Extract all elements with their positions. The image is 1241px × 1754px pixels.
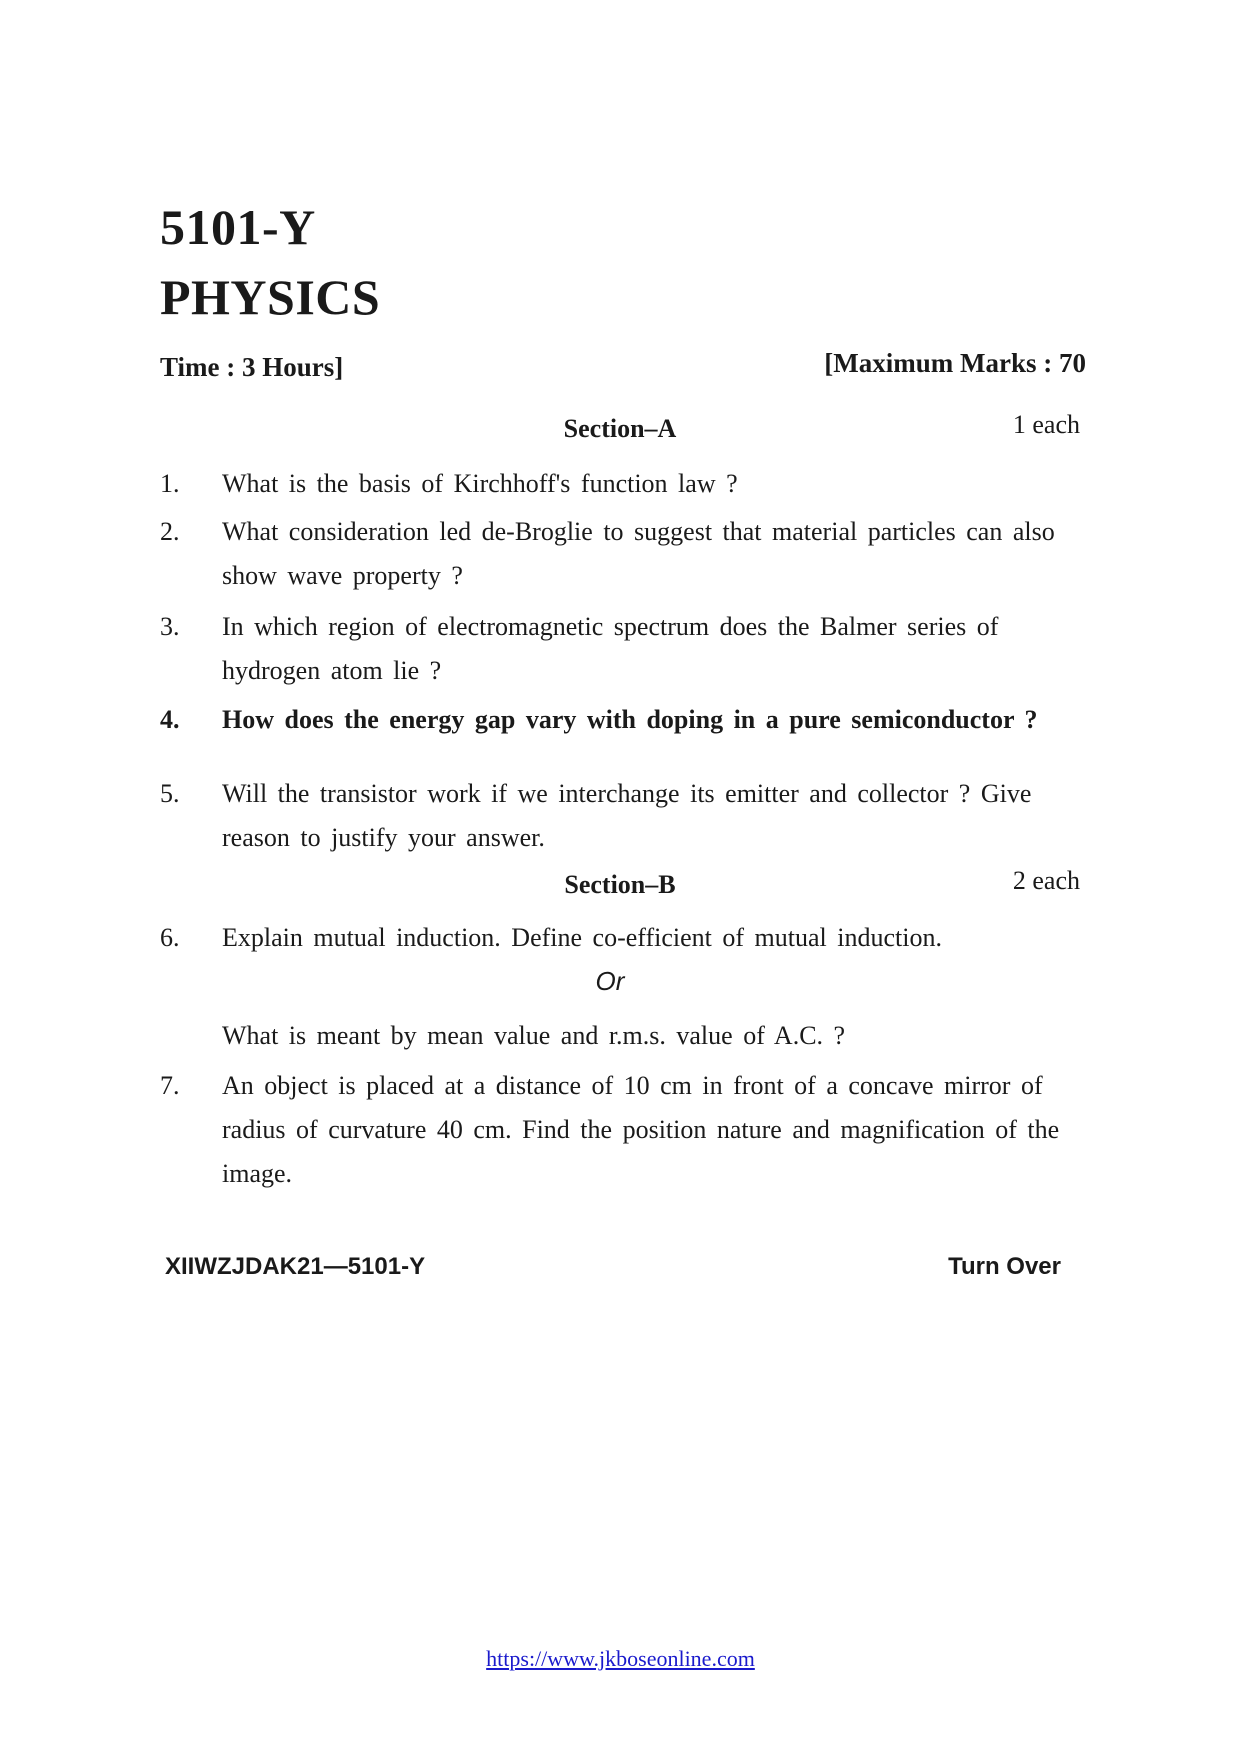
- question-number: 7.: [160, 1071, 180, 1100]
- maximum-marks: [Maximum Marks : 70: [824, 348, 1086, 378]
- section-b-marks: 2 each: [1012, 866, 1080, 895]
- question-text: How does the energy gap vary with doping in a pure semiconductor ?: [222, 705, 1038, 734]
- question-number: 4.: [160, 705, 180, 734]
- question-7: [160, 1064, 1060, 1196]
- question-text: In which region of electromagnetic spectrum does the Balmer series of hydrogen atom lie ?: [222, 612, 999, 685]
- question-text: An object is placed at a distance of 10 cm in front of a concave mirror of radius of curvature 40 cm. Find the position nature and magnification of the image.: [222, 1071, 1060, 1188]
- subject-title: PHYSICS: [160, 269, 381, 325]
- question-3: [160, 605, 1060, 693]
- question-5: [160, 772, 1060, 860]
- question-number: 5.: [160, 779, 180, 808]
- section-b-title: Section–B: [564, 870, 676, 899]
- website-link[interactable]: https://www.jkboseonline.com: [486, 1646, 755, 1671]
- section-b-header: [160, 866, 1080, 910]
- question-4: [160, 698, 1060, 742]
- question-6-alternative: What is meant by mean value and r.m.s. value of A.C. ?: [222, 1021, 846, 1050]
- question-2: [160, 510, 1060, 598]
- question-6: [160, 916, 1060, 960]
- paper-code: 5101-Y: [160, 199, 316, 255]
- paper-footer-code: XIIWZJDAK21—5101-Y: [165, 1253, 426, 1280]
- question-text: Explain mutual induction. Define co-efficient of mutual induction.: [222, 923, 942, 952]
- time-allowed: Time : 3 Hours]: [160, 352, 344, 382]
- question-number: 6.: [160, 923, 180, 952]
- question-text: What is the basis of Kirchhoff's function law ?: [222, 469, 738, 498]
- section-a-marks: 1 each: [1012, 410, 1080, 439]
- question-number: 3.: [160, 612, 180, 641]
- question-text: Will the transistor work if we interchange its emitter and collector ? Give reason to justify your answer.: [222, 779, 1032, 852]
- section-a-title: Section–A: [563, 414, 677, 443]
- section-a-header: [160, 410, 1080, 454]
- or-separator: Or: [595, 966, 625, 996]
- turn-over-label: Turn Over: [948, 1253, 1061, 1280]
- question-number: 2.: [160, 517, 180, 546]
- question-text: What consideration led de-Broglie to suggest that material particles can also show wave property ?: [222, 517, 1055, 590]
- question-1: [160, 462, 1060, 506]
- question-number: 1.: [160, 469, 180, 498]
